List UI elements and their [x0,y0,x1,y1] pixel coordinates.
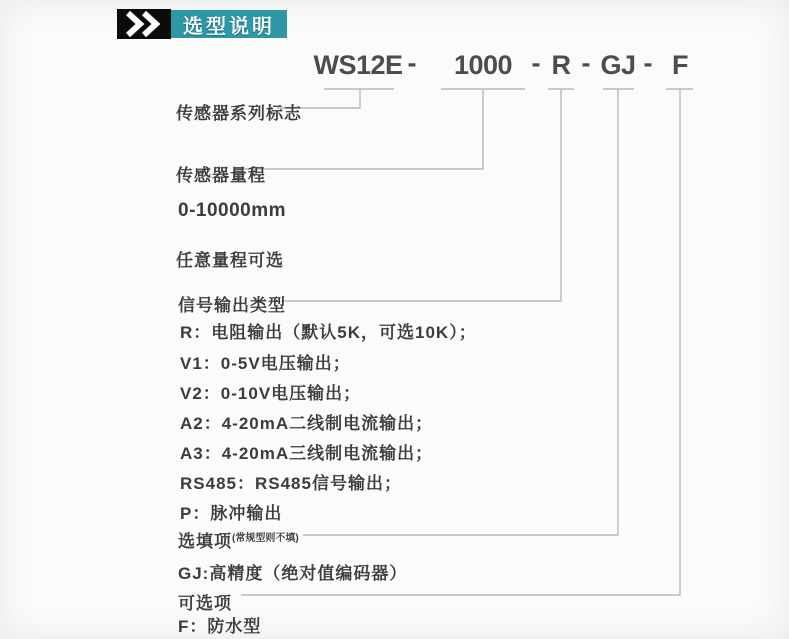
output-option-v2: V2：0-10V电压输出； [180,384,362,403]
series-label: 传感器系列标志 [176,104,302,123]
model-separator: - [581,48,591,78]
fill-label-text: 选填项 [178,532,232,551]
optional-option-f: F：防水型 [178,617,262,636]
output-option-a3: A3：4-20mA三线制电流输出； [180,444,434,463]
fill-option-gj: GJ:高精度（绝对值编码器） [178,564,408,583]
model-separator: - [531,48,541,78]
output-option-rs485: RS485：RS485信号输出； [180,474,402,493]
output-option-r: R：电阻输出（默认5K，可选10K）； [180,323,477,342]
range-label: 传感器量程 [176,166,266,185]
model-segment-range: 1000 [453,50,513,80]
output-type-label: 信号输出类型 [178,296,286,315]
model-separator: - [407,48,417,78]
output-option-p: P：脉冲输出 [180,504,283,523]
model-segment-fill: GJ [600,50,636,80]
model-segment-output: R [551,50,571,80]
output-option-a2: A2：4-20mA二线制电流输出； [180,414,434,433]
model-segment-optional: F [672,50,688,80]
range-value: 0-10000mm [178,200,287,221]
fill-label-note: (常规型则不填) [232,533,299,544]
range-note: 任意量程可选 [176,251,284,270]
page-title: 选型说明 [171,10,287,38]
output-option-v1: V1：0-5V电压输出； [180,354,351,373]
model-segment-series: WS12E [313,50,403,80]
fill-label [178,527,299,552]
model-separator: - [643,48,653,78]
optional-label: 可选项 [178,594,232,613]
